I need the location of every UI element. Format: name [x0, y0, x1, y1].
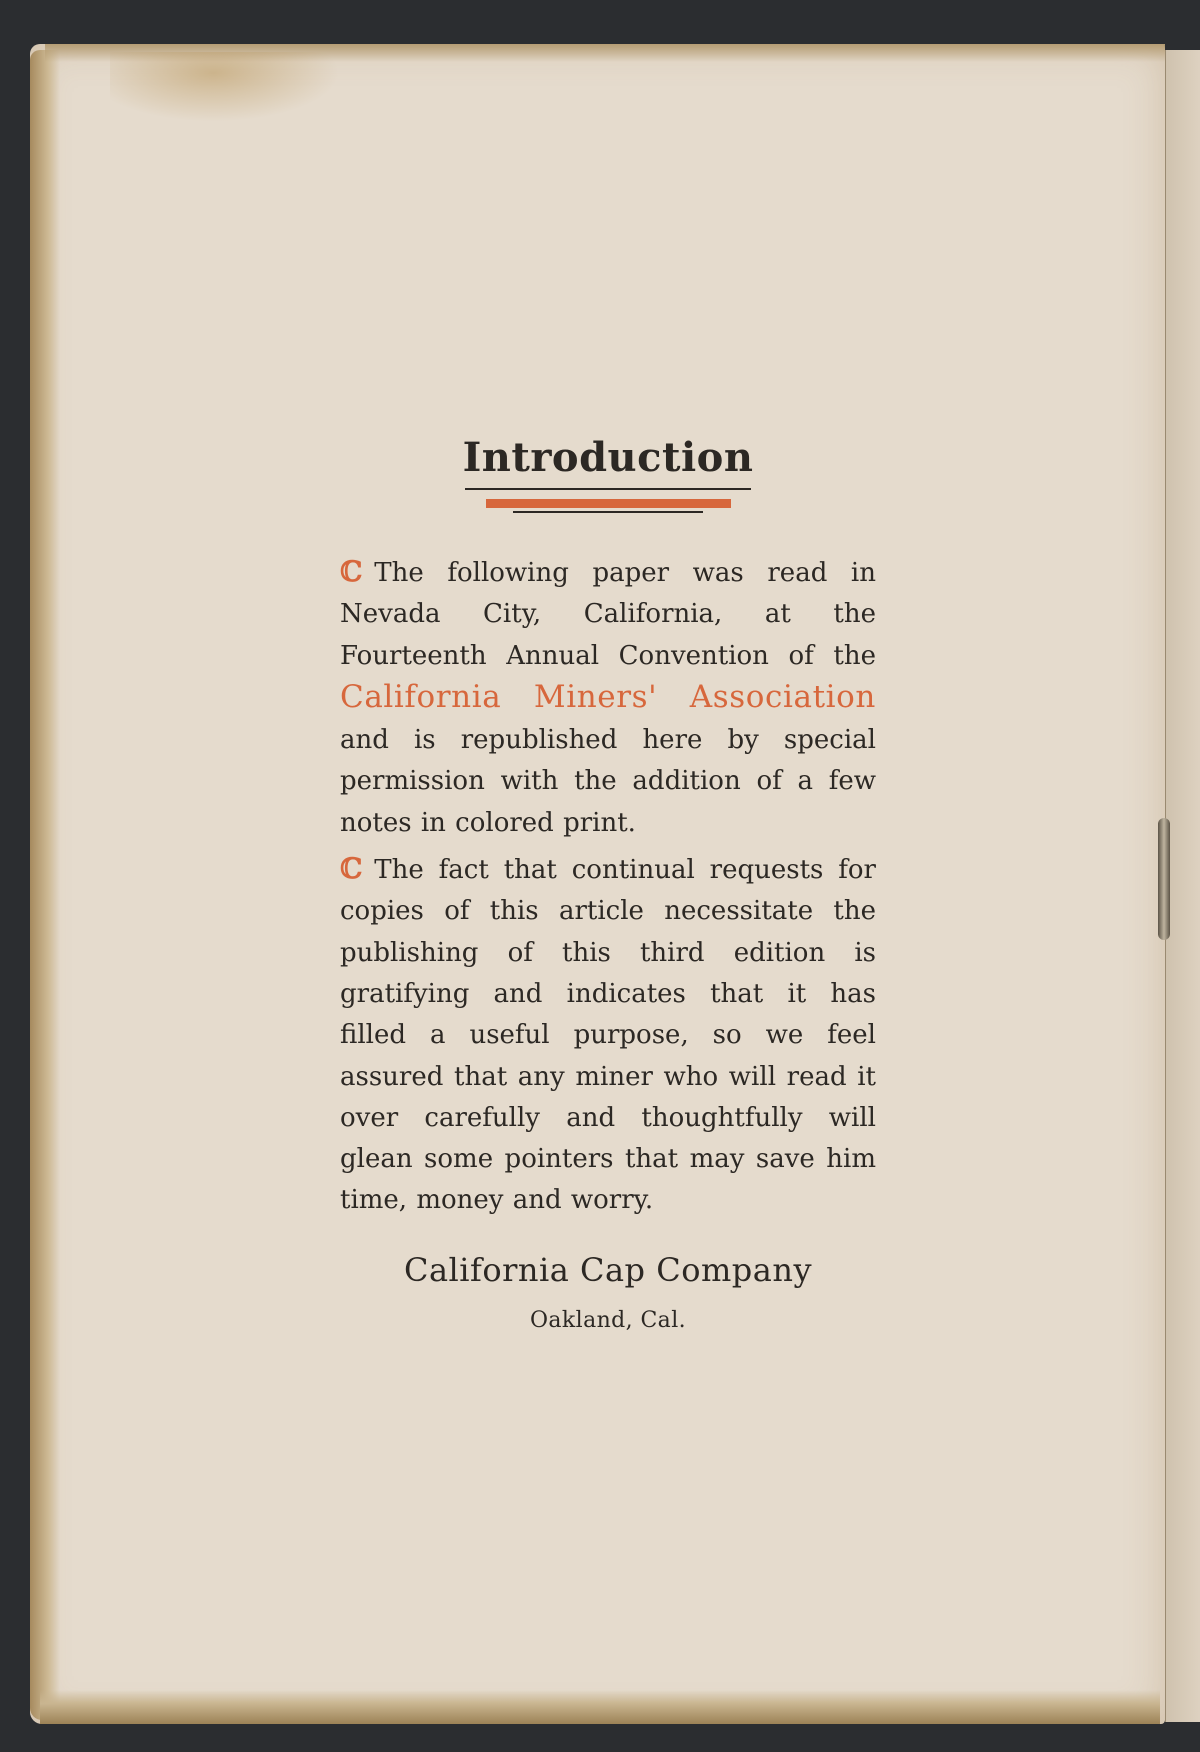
- introduction-section: [340, 430, 876, 1336]
- company-location: Oakland, Cal.: [529, 1307, 687, 1333]
- edition-paragraph: [340, 848, 876, 1222]
- paragraph-marker-icon: ℂ: [340, 555, 363, 588]
- title-underline: [465, 488, 751, 490]
- intro-paragraph: [340, 551, 876, 844]
- association-name: California Miners' Association: [340, 678, 876, 715]
- intro-text-before: The following paper was read in Nevada City, California, at the Fourteenth Annual Convention of the: [340, 558, 876, 671]
- paper-stain: [110, 52, 340, 122]
- title-lower-rule: [513, 511, 703, 513]
- adjacent-page-edge: [1165, 50, 1200, 1722]
- company-signature: California Cap Company: [403, 1250, 813, 1289]
- page-binding-edge: [30, 50, 60, 1720]
- binding-staple: [1158, 818, 1170, 940]
- page-bottom-edge: [40, 1690, 1160, 1724]
- edition-text: The fact that continual requests for copies of this article necessitate the publishing of this third edition is gratifying and indicates that it has filled a useful purpose, so we feel assured that any miner who will read it over carefully and thoughtfully will glean some pointers that may save him time, money and worry.: [340, 855, 876, 1216]
- intro-text-after: and is republished here by special permission with the addition of a few notes in colored print.: [340, 725, 876, 838]
- page-title: Introduction: [462, 434, 754, 481]
- title-accent-rule: [486, 499, 731, 508]
- paragraph-marker-icon: ℂ: [340, 852, 363, 886]
